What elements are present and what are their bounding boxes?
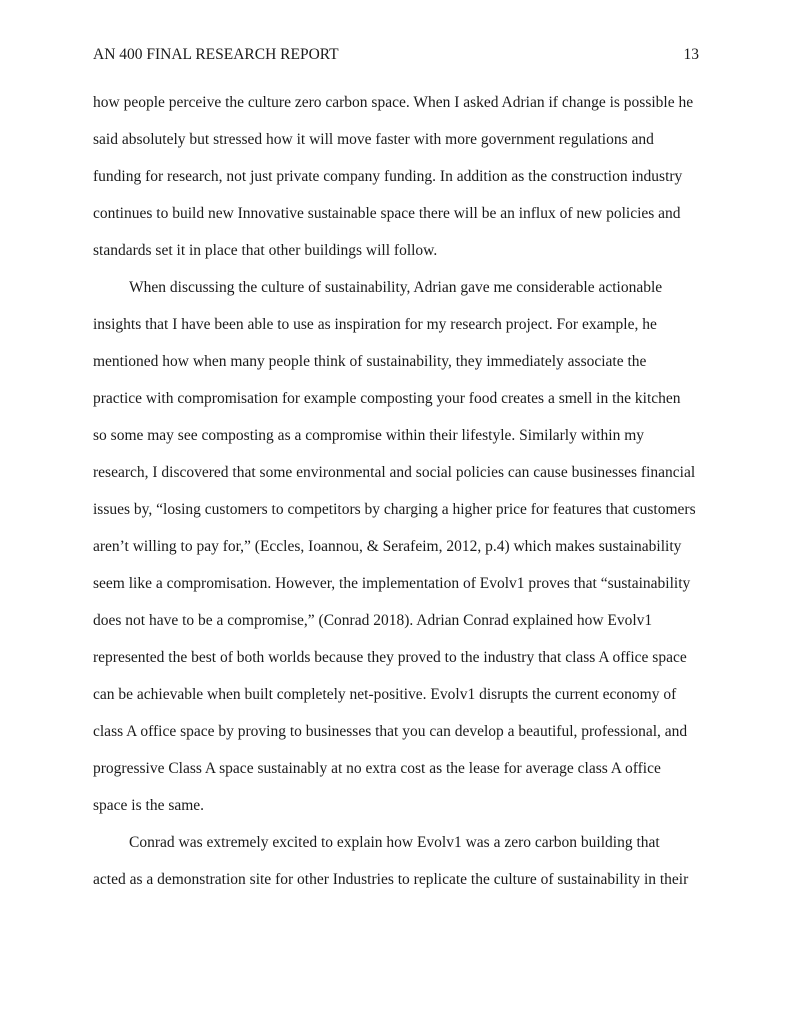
text-line: space is the same. [93,797,205,814]
paragraph-first-line: When discussing the culture of sustainability, Adrian gave me considerable actionable [129,279,663,296]
text-line: seem like a compromisation. However, the implementation of Evolv1 proves that “sustainability [93,575,691,592]
text-line: practice with compromisation for example composting your food creates a smell in the kitchen [93,390,681,407]
text-line: so some may see composting as a compromise within their lifestyle. Similarly within my [93,427,645,444]
text-line: aren’t willing to pay for,” (Eccles, Ioannou, & Serafeim, 2012, p.4) which makes sustainability [93,538,682,555]
text-line: insights that I have been able to use as inspiration for my research project. For example, he [93,316,657,333]
text-line: said absolutely but stressed how it will move faster with more government regulations and [93,131,654,148]
text-line: represented the best of both worlds because they proved to the industry that class A office space [93,649,687,666]
text-line: acted as a demonstration site for other Industries to replicate the culture of sustainability in their [93,871,689,888]
running-head: AN 400 FINAL RESEARCH REPORT [93,46,339,63]
text-line: research, I discovered that some environmental and social policies can cause businesses financial [93,464,696,481]
text-line: progressive Class A space sustainably at no extra cost as the lease for average class A office [93,760,661,777]
paragraph-first-line: Conrad was extremely excited to explain how Evolv1 was a zero carbon building that [129,834,660,851]
text-line: does not have to be a compromise,” (Conrad 2018). Adrian Conrad explained how Evolv1 [93,612,653,629]
text-line: standards set it in place that other buildings will follow. [93,242,438,259]
text-line: continues to build new Innovative sustainable space there will be an influx of new policies and [93,205,681,222]
page-number: 13 [683,46,699,63]
text-line: issues by, “losing customers to competitors by charging a higher price for features that customers [93,501,696,518]
page-header [93,46,699,64]
text-line: mentioned how when many people think of sustainability, they immediately associate the [93,353,647,370]
document-body [93,84,703,898]
text-line: funding for research, not just private company funding. In addition as the construction industry [93,168,683,185]
text-line: how people perceive the culture zero carbon space. When I asked Adrian if change is possible he [93,94,694,111]
text-line: can be achievable when built completely net-positive. Evolv1 disrupts the current economy of [93,686,677,703]
text-line: class A office space by proving to businesses that you can develop a beautiful, professional, and [93,723,688,740]
